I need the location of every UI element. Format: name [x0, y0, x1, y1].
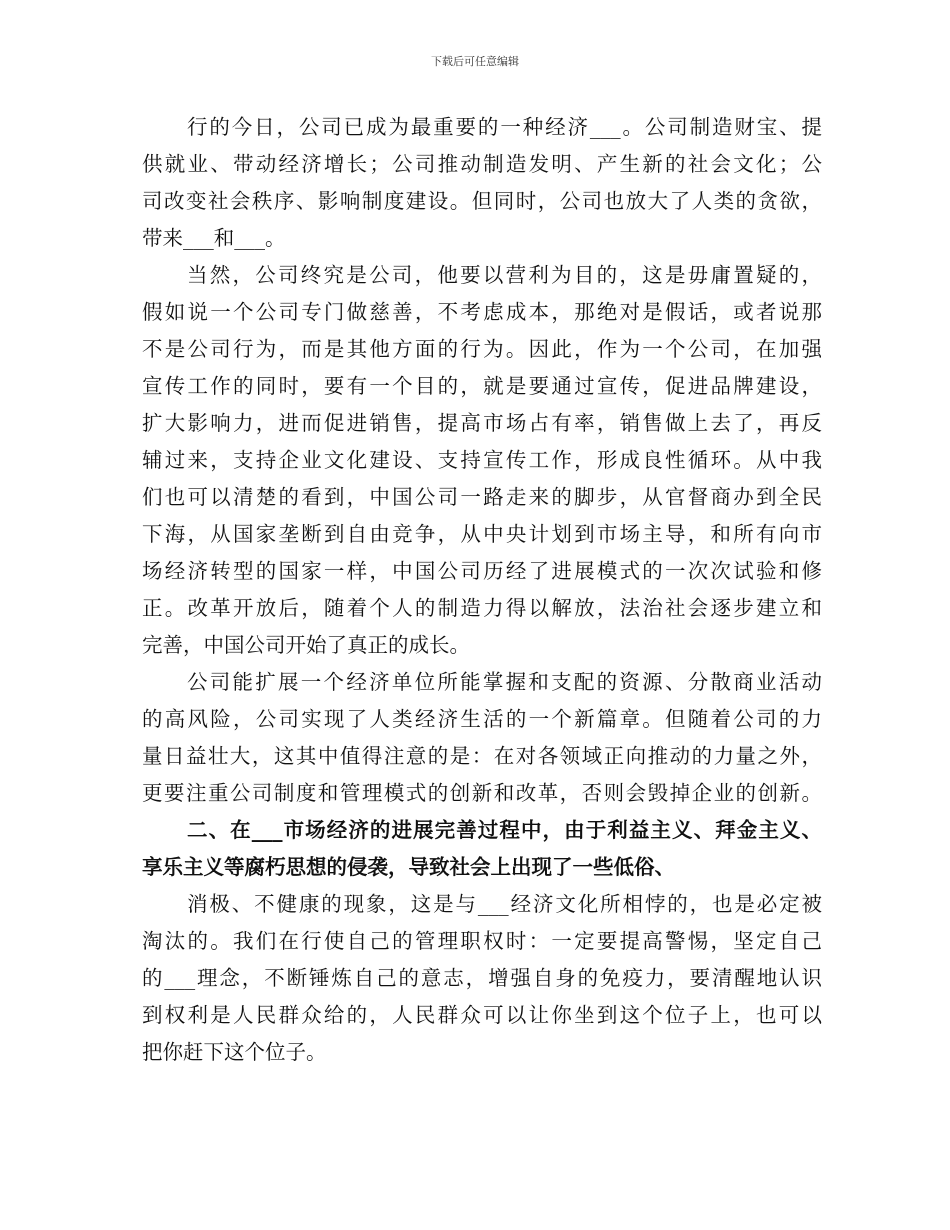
text-line: 的高风险，公司实现了人类经济生活的一个新篇章。但随着公司的力	[142, 707, 822, 731]
text-line: 正。改革开放后，随着个人的制造力得以解放，法治社会逐步建立和	[142, 596, 822, 620]
text-line: 淘汰的。我们在行使自己的管理职权时：一定要提高警惕，坚定自己	[142, 929, 822, 953]
text-line: 公司能扩展一个经济单位所能掌握和支配的资源、分散商业活动	[187, 670, 822, 694]
text-line: 供就业、带动经济增长；公司推动制造发明、产生新的社会文化；公	[142, 152, 822, 176]
page-header-note: 下载后可任意编辑	[431, 55, 519, 68]
text-line: 行的今日，公司已成为最重要的一种经济___。公司制造财宝、提	[187, 115, 822, 139]
text-line: 的___理念，不断锤炼自己的意志，增强自身的免疫力，要清醒地认识	[142, 966, 822, 990]
text-line: 把你赶下这个位子。	[142, 1040, 327, 1064]
text-line: 司改变社会秩序、影响制度建设。但同时，公司也放大了人类的贪欲，	[142, 189, 822, 213]
text-line: 扩大影响力，进而促进销售，提高市场占有率，销售做上去了，再反	[142, 411, 822, 435]
text-line: 不是公司行为，而是其他方面的行为。因此，作为一个公司，在加强	[142, 337, 822, 361]
section-heading-line: 享乐主义等腐朽思想的侵袭，导致社会上出现了一些低俗、	[142, 855, 675, 879]
text-line: 到权利是人民群众给的，人民群众可以让你坐到这个位子上，也可以	[142, 1003, 822, 1027]
text-line: 宣传工作的同时，要有一个目的，就是要通过宣传，促进品牌建设，	[142, 374, 822, 398]
text-line: 下海，从国家垄断到自由竞争，从中央计划到市场主导，和所有向市	[142, 522, 822, 546]
section-heading-line: 二、在___市场经济的进展完善过程中，由于利益主义、拜金主义、	[187, 818, 822, 842]
text-line: 当然，公司终究是公司，他要以营利为目的，这是毋庸置疑的，	[187, 263, 822, 287]
text-line: 量日益壮大，这其中值得注意的是：在对各领域正向推动的力量之外，	[142, 744, 822, 768]
text-line: 场经济转型的国家一样，中国公司历经了进展模式的一次次试验和修	[142, 559, 822, 583]
text-line: 消极、不健康的现象，这是与___经济文化所相悖的，也是必定被	[187, 892, 822, 916]
text-line: 带来___和___。	[142, 226, 286, 250]
text-line: 完善，中国公司开始了真正的成长。	[142, 633, 470, 657]
text-line: 们也可以清楚的看到，中国公司一路走来的脚步，从官督商办到全民	[142, 485, 822, 509]
text-line: 假如说一个公司专门做慈善，不考虑成本，那绝对是假话，或者说那	[142, 300, 822, 324]
text-line: 辅过来，支持企业文化建设、支持宣传工作，形成良性循环。从中我	[142, 448, 822, 472]
text-line: 更要注重公司制度和管理模式的创新和改革，否则会毁掉企业的创新。	[142, 781, 822, 805]
